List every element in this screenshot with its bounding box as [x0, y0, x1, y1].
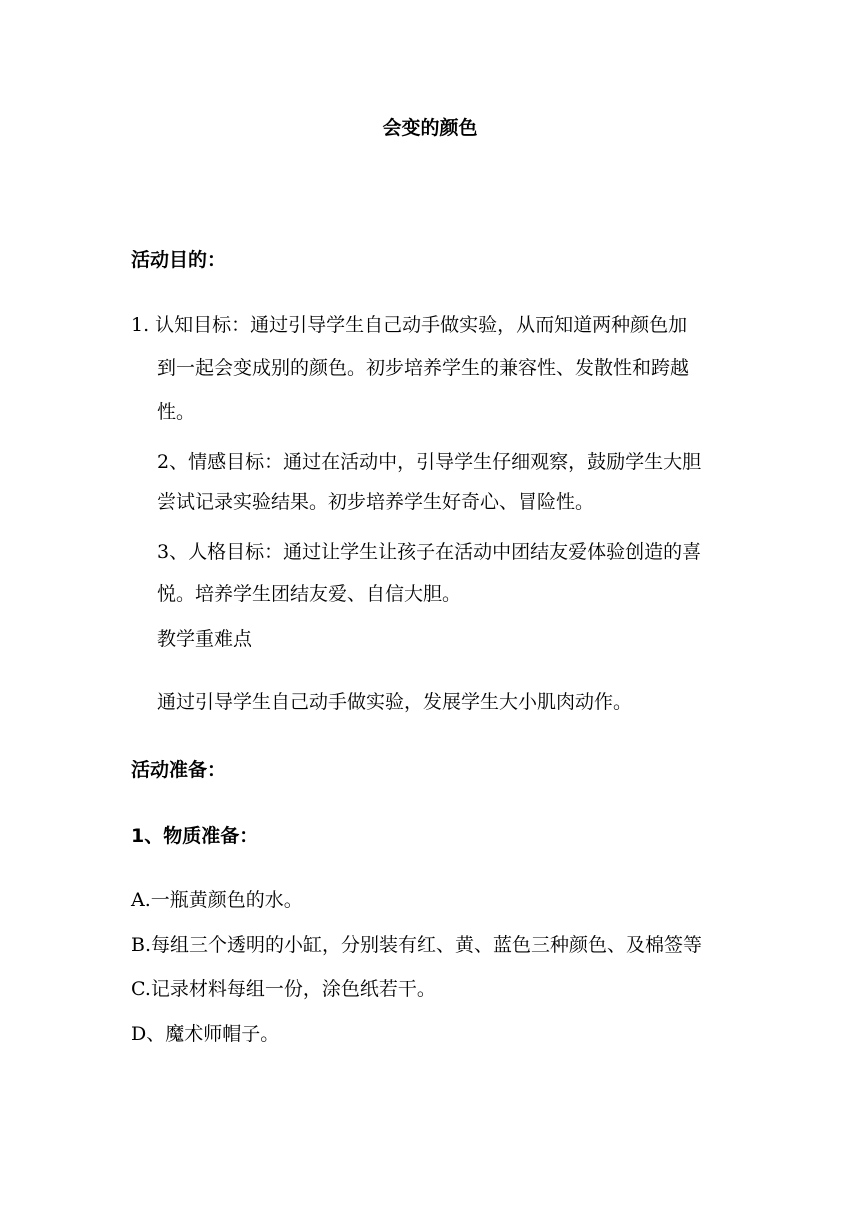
- goal1-line2: 到一起会变成别的颜色。初步培养学生的兼容性、发散性和跨越: [157, 357, 690, 379]
- material-item: B.每组三个透明的小缸，分别装有红、黄、蓝色三种颜色、及棉签等: [131, 934, 703, 956]
- material-item: C.记录材料每组一份，涂色纸若干。: [131, 978, 436, 1000]
- goal3-line1: 3、人格目标：通过让学生让孩子在活动中团结友爱体验创造的喜: [157, 541, 702, 563]
- key-points-text: 通过引导学生自己动手做实验，发展学生大小肌肉动作。: [157, 691, 633, 713]
- goal2-line1: 2、情感目标：通过在活动中，引导学生仔细观察，鼓励学生大胆: [157, 451, 702, 473]
- document-title: 会变的颜色: [382, 117, 478, 139]
- material-item: A.一瓶黄颜色的水。: [131, 889, 303, 911]
- goal2-line2: 尝试记录实验结果。初步培养学生好奇心、冒险性。: [157, 491, 595, 513]
- goal3-line2: 悦。培养学生团结友爱、自信大胆。: [157, 583, 462, 605]
- goal1-line1: 1. 认知目标：通过引导学生自己动手做实验，从而知道两种颜色加: [131, 314, 688, 336]
- purpose-heading: 活动目的：: [131, 249, 227, 271]
- prep-heading: 活动准备：: [131, 759, 227, 781]
- goal1-line3: 性。: [157, 401, 196, 423]
- material-heading: 1、物质准备：: [131, 825, 259, 847]
- material-item: D、魔术师帽子。: [131, 1023, 280, 1045]
- key-points-heading: 教学重难点: [157, 628, 253, 650]
